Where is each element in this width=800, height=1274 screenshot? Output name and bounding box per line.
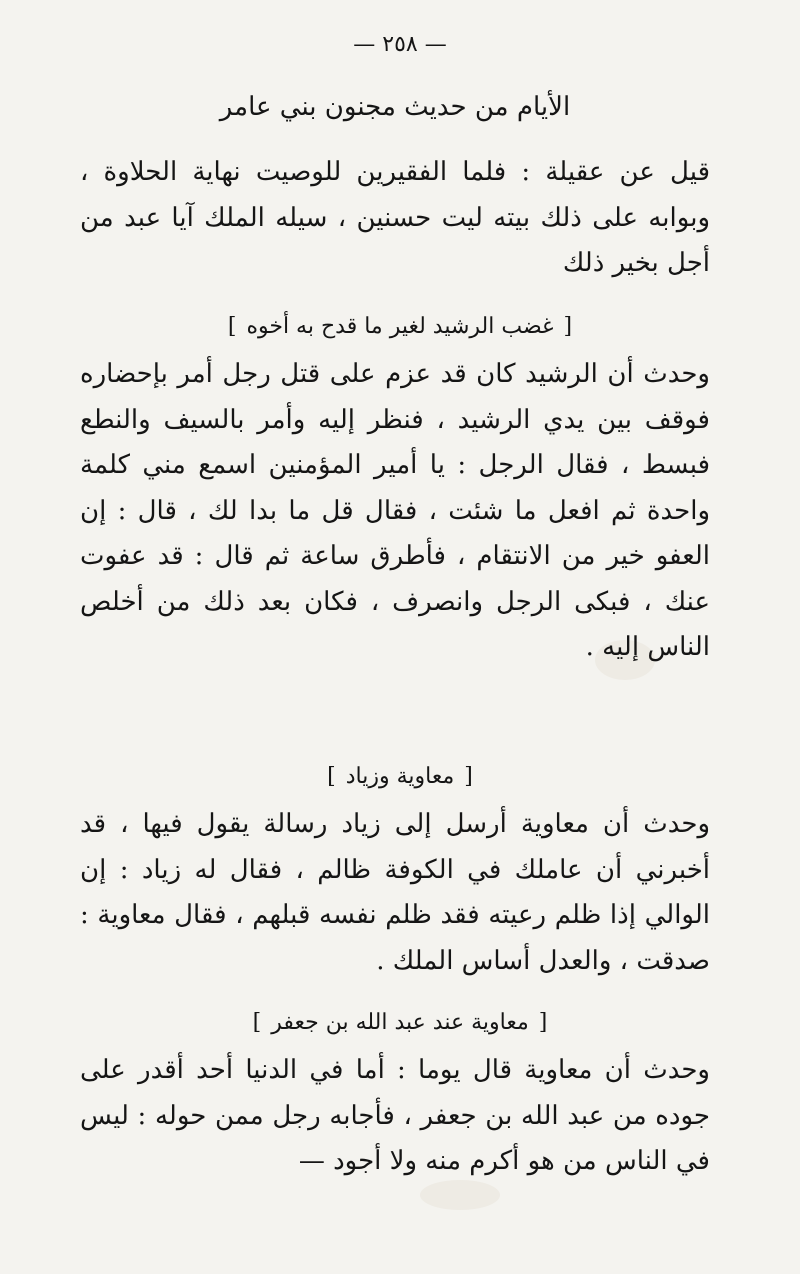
section-heading-text: معاوية عند عبد الله بن جعفر xyxy=(271,1010,529,1035)
section-heading: [معاوية عند عبد الله بن جعفر] xyxy=(0,1008,800,1039)
paragraph: قيل عن عقيلة : فلما الفقيرين للوصيت نهاية الحلاوة ، وبوابه على ذلك بيته ليت حسنين ، سيله الملك آيا عبد من أجل بخير ذلك xyxy=(80,157,710,278)
paragraph: وحدث أن معاوية قال يوما : أما في الدنيا أحد أقدر على جوده من عبد الله بن جعفر ، فأجابه رجل ممن حوله : ليس في الناس من هو أكرم منه ولا أجود — xyxy=(80,1055,710,1176)
paper-stain xyxy=(420,1180,500,1210)
section-heading: [غضب الرشيد لغير ما قدح به أخوه] xyxy=(0,312,800,343)
section-heading: [معاوية وزياد] xyxy=(0,762,800,793)
section-heading-text: معاوية وزياد xyxy=(345,764,455,789)
opening-line: الأيام من حديث مجنون بني عامر xyxy=(219,92,571,122)
paragraph: وحدث أن معاوية أرسل إلى زياد رسالة يقول فيها ، قد أخبرني أن عاملك في الكوفة ظالم ، فقال له زياد : إن الوالي إذا ظلم رعيته فقد ظلم نفسه قبلهم ، فقال معاوية : صدقت ، والعدل أساس الملك . xyxy=(80,809,711,976)
page-number: — ٢٥٨ — xyxy=(353,32,447,57)
paragraph: وحدث أن الرشيد كان قد عزم على قتل رجل أمر بإحضاره فوقف بين يدي الرشيد ، فنظر إليه وأمر بالسيف والنطع فبسط ، فقال الرجل : يا أمير المؤمنين اسمع مني كلمة واحدة ثم افعل ما شئت ، فقال قل ما بدا لك ، قال : إن العفو خير من الانتقام ، فأطرق ساعة ثم قال : قد عفوت عنك ، فبكى الرجل وانصرف ، فكان بعد ذلك من أخلص الناس إليه . xyxy=(80,359,710,662)
section-heading-text: غضب الرشيد لغير ما قدح به أخوه xyxy=(246,314,554,339)
